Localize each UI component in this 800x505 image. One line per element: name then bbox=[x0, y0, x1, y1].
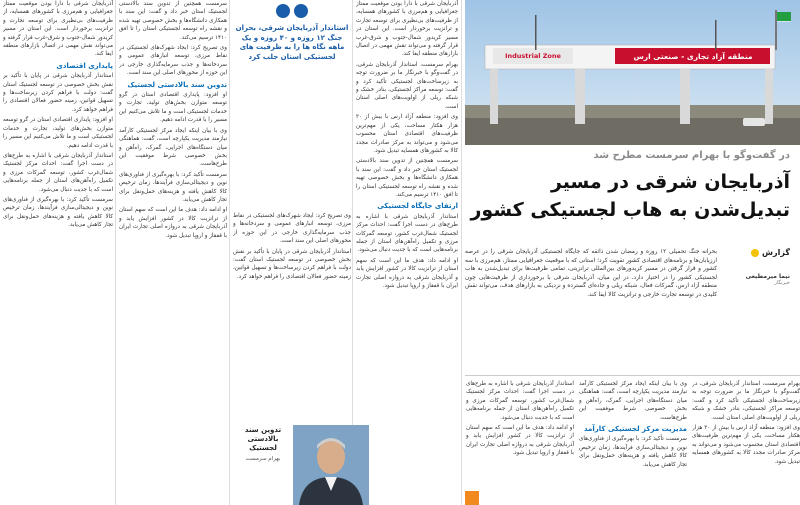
page-corner-mark bbox=[465, 491, 479, 505]
paragraph: سرمست تأکید کرد: با بهره‌گیری از فناوری‌های نوین و دیجیتالی‌سازی فرآیندها، زمان ترخیص کالا کاهش یافته و هزینه‌های حمل‌ونقل برای تجار کاهش می‌یابد. bbox=[3, 196, 113, 229]
article-lede: بحرانه جنگ تحمیلی ۱۲ روزه و رمضان شدن ذائقه که جایگاه لجستیکی آذربایجان شرقی را در عرصه ارزیابان‌ها و برنامه‌های اقتصادی کشور تقویت کرد؛ استانی که با موقعیت جغرافیایی ممتاز، هم‌مرزی با سه کشور و قرار گرفتن در مسیر کریدورهای بین‌المللی ترانزیتی، تمامی ظرفیت‌ها برای تبدیل‌شدن به هاب لجستیکی کشور را در اختیار دارد. در این میان، آذربایجان شرقی با برخورداری از ظرفیت‌هایی چون منطقه آزاد ارس، گمرکات فعال، شبکه ریلی و جاده‌ای گسترده و نزدیکی به بازارهای هدف، می‌تواند نقش کلیدی در توسعه تجارت خارجی و ترانزیت کالا ایفا کند. bbox=[465, 249, 717, 298]
paragraph: وی تصریح کرد: ایجاد شهرک‌های لجستیکی در نقاط مرزی، توسعه انبارهای عمومی و سردخانه‌ها و جذب سرمایه‌گذاری خارجی در این حوزه از محورهای اصلی این سند است. bbox=[233, 213, 351, 245]
pull-quote bbox=[233, 0, 351, 62]
quote-mark-icon bbox=[276, 4, 290, 18]
subheading: مدیریت مرکز لجستیکی کارآمد bbox=[584, 425, 687, 434]
caption-title: تدوین سند بالادستی لجستیک bbox=[244, 426, 282, 452]
bottom-column-right bbox=[692, 380, 800, 505]
paragraph: آذربایجان شرقی با دارا بودن موقعیت ممتاز جغرافیایی و هم‌مرزی با کشورهای همسایه، از ظرفیت‌های بی‌نظیری برای توسعه تجارت و ترانزیت برخوردار است. این استان در مسیر کریدور شمال-جنوب و شرق-غرب قرار گرفته و می‌تواند نقش مهمی در اتصال بازارهای منطقه ایفا کند. bbox=[3, 1, 113, 58]
portrait-caption bbox=[233, 426, 293, 462]
section-label-text: گزارش bbox=[761, 248, 790, 257]
column-rule bbox=[229, 0, 230, 505]
paragraph: سرمست همچنین از تدوین سند بالادستی لجستیک استان خبر داد و گفت: این سند با همکاری دانشگاه‌ها و بخش خصوصی تهیه شده و نقشه راه توسعه لجستیکی استان را تا افق ۱۴۱۰ ترسیم می‌کند. bbox=[356, 158, 458, 198]
paragraph: استاندار آذربایجان شرقی در پایان با تأکید بر نقش بخش خصوصی در توسعه لجستیک استان گفت: دولت با فراهم کردن زیرساخت‌ها و تسهیل قوانین، زمینه حضور فعالان اقتصادی را فراهم خواهد کرد. bbox=[3, 73, 113, 113]
section-dot-icon bbox=[751, 249, 759, 257]
paragraph: وی با بیان اینکه ایجاد مرکز لجستیکی کارآمد نیازمند مدیریت یکپارچه است، گفت: هماهنگی میان دستگاه‌های اجرایی، گمرک، راه‌آهن و بخش خصوصی شرط موفقیت این طرح‌هاست. bbox=[119, 127, 227, 168]
paragraph: وی افزود: منطقه آزاد ارس با بیش از ۳۰ هزار هکتار مساحت، یکی از مهم‌ترین ظرفیت‌های اقتصادی استان محسوب می‌شود و می‌تواند به مرکز صادرات مجدد کالا به کشورهای همسایه تبدیل شود. bbox=[356, 114, 458, 154]
pull-quote-text: استاندار آذربایجان شرقی، بحران جنگ ۱۲ روزه و ۴۰ روزه و یک ماهه نگاه ها را به ظرفیت های لجستیکی استان جلب کرد bbox=[235, 24, 349, 61]
text-column-3 bbox=[356, 0, 458, 505]
industrial-zone-gate-illustration bbox=[465, 0, 800, 145]
bottom-column-left bbox=[466, 380, 574, 505]
paragraph: آذربایجان شرقی با دارا بودن موقعیت ممتاز جغرافیایی و هم‌مرزی با کشورهای همسایه، از ظرفیت‌های بی‌نظیری برای توسعه تجارت و ترانزیت برخوردار است. این استان در مسیر کریدور شمال-جنوب و شرق-غرب قرار گرفته و می‌تواند نقش مهمی در اتصال بازارهای منطقه ایفا کند. bbox=[356, 1, 458, 58]
section-label bbox=[726, 248, 790, 257]
paragraph: بهرام سرمست، استاندار آذربایجان شرقی، در گفت‌وگو با خبرنگار ما بر ضرورت توجه به زیرساخت‌های لجستیکی تأکید کرد و گفت: توسعه مراکز لجستیکی، بنادر خشک و شبکه ریلی از اولویت‌های اصلی استان است. bbox=[692, 381, 800, 421]
quote-icon bbox=[233, 4, 351, 18]
paragraph: او ادامه داد: هدف ما این است که سهم استان از ترانزیت کالا در کشور افزایش یابد و آذربایجان شرقی به دروازه اصلی تجارت ایران با قفقاز و اروپا تبدیل شود. bbox=[119, 207, 227, 239]
paragraph: وی افزود: منطقه آزاد ارس با بیش از ۳۰ هزار هکتار مساحت، یکی از مهم‌ترین ظرفیت‌های اقتصادی استان محسوب می‌شود و می‌تواند به مرکز صادرات مجدد کالا به کشورهای همسایه تبدیل شود. bbox=[692, 425, 800, 465]
paragraph: بهرام سرمست، استاندار آذربایجان شرقی، در گفت‌وگو با خبرنگار ما بر ضرورت توجه به زیرساخت‌های لجستیکی تأکید کرد و گفت: توسعه مراکز لجستیکی، بنادر خشک و شبکه ریلی از اولویت‌های اصلی استان است. bbox=[356, 61, 458, 110]
quote-mark-icon bbox=[294, 4, 308, 18]
portrait-photo bbox=[293, 425, 369, 505]
bottom-column-middle bbox=[579, 380, 687, 505]
paragraph: او ادامه داد: هدف ما این است که سهم استان از ترانزیت کالا در کشور افزایش یابد و آذربایجان شرقی به دروازه اصلی تجارت ایران با قفقاز و اروپا تبدیل شود. bbox=[466, 425, 574, 457]
bottom-columns bbox=[465, 378, 800, 505]
paragraph: استاندار آذربایجان شرقی با اشاره به طرح‌های در دست اجرا گفت: احداث مرکز لجستیک شمال‌غرب کشور، توسعه گمرکات مرزی و تکمیل راه‌آهن‌های استان از جمله برنامه‌هایی است که با جدیت دنبال می‌شود. bbox=[356, 213, 458, 254]
paragraph: سرمست همچنین از تدوین سند بالادستی لجستیک استان خبر داد و گفت: این سند با همکاری دانشگاه‌ها و بخش خصوصی تهیه شده و نقشه راه توسعه لجستیکی استان را تا افق ۱۴۱۰ ترسیم می‌کند. bbox=[119, 1, 227, 41]
column-rule bbox=[115, 0, 116, 505]
section-divider bbox=[465, 375, 800, 376]
paragraph: او افزود: پایداری اقتصادی استان در گرو توسعه متوازن بخش‌های تولید، تجارت و خدمات لجستیکی است و ما تلاش می‌کنیم این مسیر را با قدرت ادامه دهیم. bbox=[119, 92, 227, 124]
text-column-2b bbox=[233, 212, 351, 420]
caption-person: بهرام سرمست bbox=[245, 456, 281, 462]
person-portrait-icon bbox=[293, 425, 369, 505]
gate-sign-en: Industrial Zone bbox=[505, 52, 561, 60]
hero-photo bbox=[465, 0, 800, 145]
reporter-name: نیما میرمطیعی bbox=[745, 273, 790, 280]
paragraph: وی تصریح کرد: ایجاد شهرک‌های لجستیکی در نقاط مرزی، توسعه انبارهای عمومی و سردخانه‌ها و جذب سرمایه‌گذاری خارجی در این حوزه از محورهای اصلی این سند است. bbox=[119, 45, 227, 77]
article-kicker: در گفت‌وگو با بهرام سرمست مطرح شد bbox=[593, 150, 790, 161]
subheading: پایداری اقتصادی bbox=[56, 61, 113, 70]
column-rule bbox=[461, 0, 462, 505]
text-column-1 bbox=[3, 0, 113, 505]
reporter-role: خبرنگار bbox=[774, 280, 790, 286]
paragraph: استاندار آذربایجان شرقی با اشاره به طرح‌های در دست اجرا گفت: احداث مرکز لجستیک شمال‌غرب کشور، توسعه گمرکات مرزی و تکمیل راه‌آهن‌های استان از جمله برنامه‌هایی است که با جدیت دنبال می‌شود. bbox=[466, 381, 574, 421]
paragraph: استاندار آذربایجان شرقی با اشاره به طرح‌های در دست اجرا گفت: احداث مرکز لجستیک شمال‌غرب کشور، توسعه گمرکات مرزی و تکمیل راه‌آهن‌های استان از جمله برنامه‌هایی است که با جدیت دنبال می‌شود. bbox=[3, 152, 113, 193]
byline bbox=[726, 248, 790, 286]
paragraph: سرمست تأکید کرد: با بهره‌گیری از فناوری‌های نوین و دیجیتالی‌سازی فرآیندها، زمان ترخیص کالا کاهش یافته و هزینه‌های حمل‌ونقل برای تجار کاهش می‌یابد. bbox=[119, 171, 227, 203]
text-column-2 bbox=[119, 0, 227, 505]
paragraph: استاندار آذربایجان شرقی در پایان با تأکید بر نقش بخش خصوصی در توسعه لجستیک استان گفت: دولت با فراهم کردن زیرساخت‌ها و تسهیل قوانین، زمینه حضور فعالان اقتصادی را فراهم خواهد کرد. bbox=[233, 248, 351, 280]
paragraph: او افزود: پایداری اقتصادی استان در گرو توسعه متوازن بخش‌های تولید، تجارت و خدمات لجستیکی است و ما تلاش می‌کنیم این مسیر را با قدرت ادامه دهیم. bbox=[3, 117, 113, 149]
paragraph: سرمست تأکید کرد: با بهره‌گیری از فناوری‌های نوین و دیجیتالی‌سازی فرآیندها، زمان ترخیص کالا کاهش یافته و هزینه‌های حمل‌ونقل برای تجار کاهش می‌یابد. bbox=[579, 436, 687, 468]
paragraph: وی با بیان اینکه ایجاد مرکز لجستیکی کارآمد نیازمند مدیریت یکپارچه است، گفت: هماهنگی میان دستگاه‌های اجرایی، گمرک، راه‌آهن و بخش خصوصی شرط موفقیت این طرح‌هاست. bbox=[579, 381, 687, 421]
article-headline: آذربایجان شرقی در مسیر تبدیل‌شدن به هاب لجستیکی کشور bbox=[470, 171, 790, 221]
subheading: ارتقای جایگاه لجستیکی bbox=[377, 202, 458, 211]
paragraph: او ادامه داد: هدف ما این است که سهم استان از ترانزیت کالا در کشور افزایش یابد و آذربایجان شرقی به دروازه اصلی تجارت ایران با قفقاز و اروپا تبدیل شود. bbox=[356, 257, 458, 289]
subheading: تدوین سند بالادستی لجستیک bbox=[127, 80, 227, 89]
gate-sign-fa: منطقه آزاد تجاری - صنعتی ارس bbox=[633, 52, 753, 61]
